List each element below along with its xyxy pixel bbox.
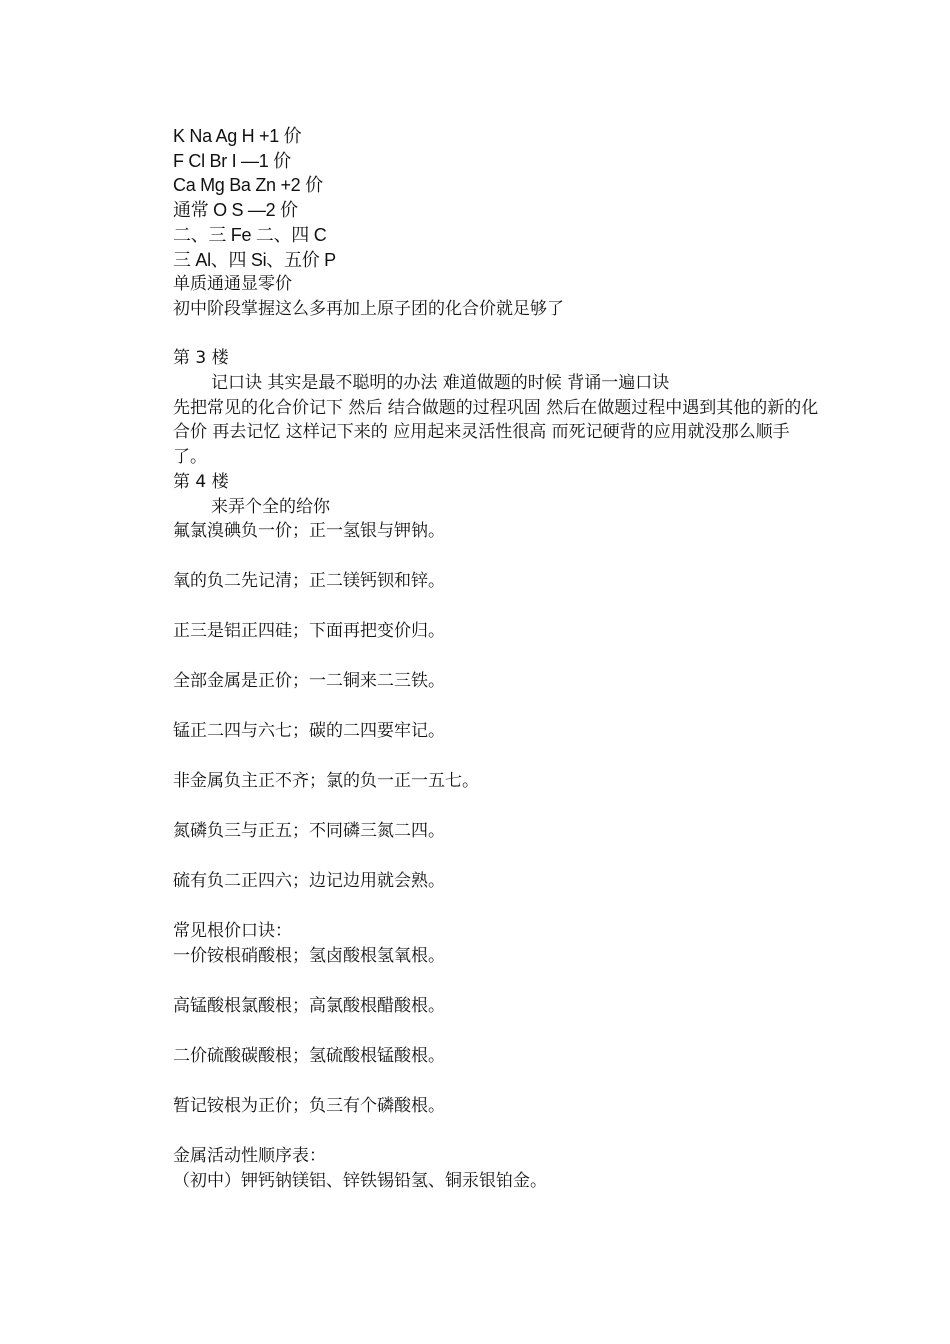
floor-4-intro: 来弄个全的给你 <box>211 496 330 517</box>
spacer <box>173 644 823 669</box>
floor-3-heading: 第 3 楼 <box>173 348 229 369</box>
spacer <box>173 1019 823 1044</box>
verse-line: 非金属负主正不齐；氯的负一正一五七。 <box>173 771 479 792</box>
verse-line: 二价硫酸碳酸根；氢硫酸根锰酸根。 <box>173 1045 445 1066</box>
floor-3-post <box>173 346 823 470</box>
verse-line: 全部金属是正价；一二铜来二三铁。 <box>173 671 445 692</box>
rhyme-line: Ca Mg Ba Zn +2 价 <box>173 175 323 196</box>
floor-3-intro: 记口诀 其实是最不聪明的办法 难道做题的时候 背诵一遍口诀 <box>211 373 670 394</box>
radicals-heading: 常见根价口诀： <box>173 921 292 942</box>
activity-heading: 金属活动性顺序表： <box>173 1145 326 1166</box>
floor-4-post <box>173 470 823 919</box>
metal-activity-section <box>173 1144 823 1193</box>
document-page <box>173 124 823 1193</box>
verse-line: 氧的负二先记清；正二镁钙钡和锌。 <box>173 571 445 592</box>
verse-line: 氮磷负三与正五；不同磷三氮二四。 <box>173 821 445 842</box>
radical-rhymes-section <box>173 919 823 1144</box>
spacer <box>173 794 823 819</box>
spacer <box>173 322 823 347</box>
rhyme-line: 初中阶段掌握这么多再加上原子团的化合价就足够了 <box>173 298 564 319</box>
verse-line: 一价铵根硝酸根；氢卤酸根氢氧根。 <box>173 945 445 966</box>
activity-series: （初中）钾钙钠镁铝、锌铁锡铅氢、铜汞银铂金。 <box>173 1170 547 1191</box>
spacer <box>173 694 823 719</box>
rhyme-line: 三 Al、四 Si、五价 P <box>173 249 336 270</box>
valence-rhyme-block <box>173 124 823 322</box>
spacer <box>173 894 823 919</box>
rhyme-line: 单质通通显零价 <box>173 274 292 295</box>
rhyme-line: 通常 O S —2 价 <box>173 200 298 221</box>
verse-line: 暂记铵根为正价；负三有个磷酸根。 <box>173 1095 445 1116</box>
verse-line: 氟氯溴碘负一价；正一氢银与钾钠。 <box>173 521 445 542</box>
spacer <box>173 544 823 569</box>
spacer <box>173 1069 823 1094</box>
verse-line: 硫有负二正四六；边记边用就会熟。 <box>173 871 445 892</box>
rhyme-line: F Cl Br I —1 价 <box>173 150 291 171</box>
spacer <box>173 969 823 994</box>
spacer <box>173 594 823 619</box>
verse-line: 正三是铝正四硅；下面再把变价归。 <box>173 621 445 642</box>
rhyme-line: K Na Ag H +1 价 <box>173 126 302 146</box>
floor-4-heading: 第 4 楼 <box>173 471 229 492</box>
rhyme-line: 二、三 Fe 二、四 C <box>173 224 327 245</box>
spacer <box>173 1119 823 1144</box>
spacer <box>173 744 823 769</box>
verse-line: 高锰酸根氯酸根；高氯酸根醋酸根。 <box>173 995 445 1016</box>
floor-3-body: 先把常见的化合价记下 然后 结合做题的过程巩固 然后在做题过程中遇到其他的新的化合价 再去记忆 这样记下来的 应用起来灵活性很高 而死记硬背的应用就没那么顺手了。 <box>173 397 819 468</box>
spacer <box>173 844 823 869</box>
verse-line: 锰正二四与六七；碳的二四要牢记。 <box>173 721 445 742</box>
